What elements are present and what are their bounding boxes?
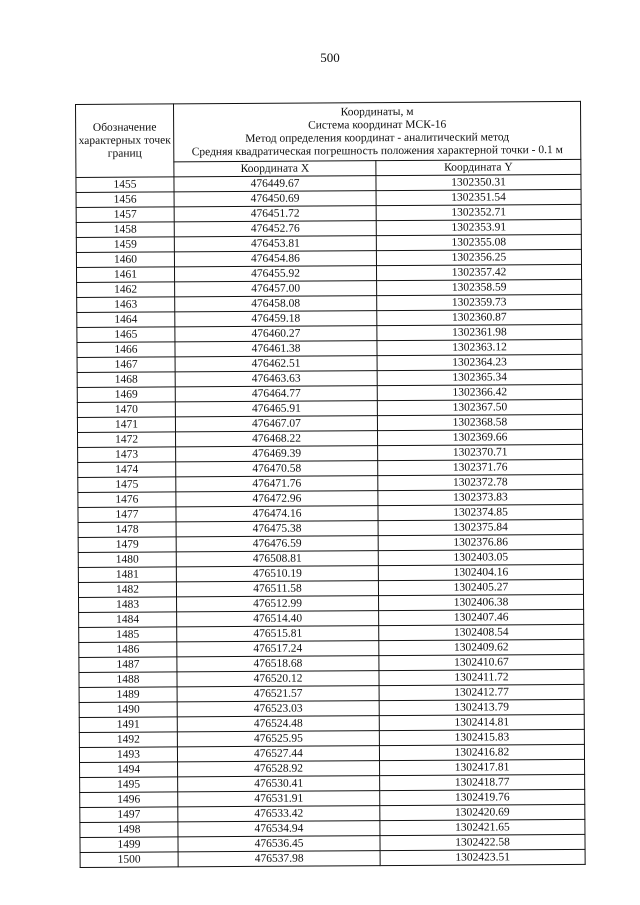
coordinate-x-cell: 476449.67 xyxy=(174,176,376,192)
coordinate-y-cell: 1302412.77 xyxy=(379,684,584,700)
coordinate-y-cell: 1302420.69 xyxy=(380,804,585,820)
coordinate-x-cell: 476530.41 xyxy=(178,776,380,792)
point-id-cell: 1460 xyxy=(76,252,174,268)
coordinate-y-cell: 1302415.83 xyxy=(379,729,584,745)
table-row xyxy=(80,849,585,867)
point-id-cell: 1463 xyxy=(77,297,175,313)
point-id-cell: 1481 xyxy=(78,567,176,583)
coordinate-y-cell: 1302373.83 xyxy=(378,489,583,505)
coordinate-y-cell: 1302406.38 xyxy=(379,594,584,610)
point-id-cell: 1498 xyxy=(80,822,178,838)
coordinate-x-cell: 476462.51 xyxy=(175,356,377,372)
coordinate-x-cell: 476514.40 xyxy=(177,611,379,627)
coordinate-y-cell: 1302359.73 xyxy=(377,294,582,310)
point-id-cell: 1470 xyxy=(77,402,175,418)
point-id-cell: 1461 xyxy=(76,267,174,283)
point-id-cell: 1489 xyxy=(79,687,177,703)
point-id-cell: 1466 xyxy=(77,342,175,358)
coordinate-x-cell: 476467.07 xyxy=(175,416,377,432)
coordinate-x-cell: 476525.95 xyxy=(177,731,379,747)
point-id-cell: 1485 xyxy=(79,627,177,643)
coordinate-x-cell: 476518.68 xyxy=(177,656,379,672)
coordinate-x-cell: 476533.42 xyxy=(178,806,380,822)
coordinate-y-cell: 1302419.76 xyxy=(380,789,585,805)
coordinate-y-cell: 1302364.23 xyxy=(377,354,582,370)
coordinate-x-cell: 476524.48 xyxy=(177,716,379,732)
coordinate-y-cell: 1302376.86 xyxy=(378,534,583,550)
table-header-row xyxy=(76,101,581,162)
coordinate-y-cell: 1302417.81 xyxy=(380,759,585,775)
point-id-cell: 1471 xyxy=(77,417,175,433)
coordinate-y-cell: 1302423.51 xyxy=(380,849,585,865)
point-id-cell: 1500 xyxy=(80,852,178,868)
coordinate-x-cell: 476470.58 xyxy=(176,461,378,477)
point-id-cell: 1486 xyxy=(79,642,177,658)
coordinate-y-cell: 1302404.16 xyxy=(378,564,583,580)
point-id-cell: 1469 xyxy=(77,387,175,403)
coordinate-x-cell: 476531.91 xyxy=(178,791,380,807)
coordinate-x-cell: 476469.39 xyxy=(176,446,378,462)
coordinate-x-cell: 476452.76 xyxy=(174,221,376,237)
coordinate-y-cell: 1302372.78 xyxy=(378,474,583,490)
coordinate-y-cell: 1302357.42 xyxy=(376,264,581,280)
coordinate-x-cell: 476528.92 xyxy=(178,761,380,777)
point-id-cell: 1492 xyxy=(79,732,177,748)
coordinate-x-cell: 476517.24 xyxy=(177,641,379,657)
header-line-method: Метод определения координат - аналитический метод xyxy=(245,130,510,145)
coordinate-x-cell: 476476.59 xyxy=(176,536,378,552)
coordinate-y-cell: 1302355.08 xyxy=(376,234,581,250)
point-id-cell: 1462 xyxy=(77,282,175,298)
header-line-system: Система координат МСК-16 xyxy=(308,118,447,132)
coordinate-x-cell: 476463.63 xyxy=(175,371,377,387)
point-id-cell: 1496 xyxy=(80,792,178,808)
coordinate-x-cell: 476459.18 xyxy=(175,311,377,327)
coordinate-x-cell: 476461.38 xyxy=(175,341,377,357)
coordinate-y-cell: 1302410.67 xyxy=(379,654,584,670)
point-id-cell: 1491 xyxy=(79,717,177,733)
coordinate-x-cell: 476455.92 xyxy=(174,266,376,282)
coordinate-x-cell: 476520.12 xyxy=(177,671,379,687)
point-id-cell: 1476 xyxy=(78,492,176,508)
coordinates-table-body xyxy=(76,101,586,867)
coordinate-x-cell: 476515.81 xyxy=(177,626,379,642)
coordinate-y-cell: 1302407.46 xyxy=(379,609,584,625)
point-id-cell: 1472 xyxy=(78,432,176,448)
point-id-cell: 1483 xyxy=(79,597,177,613)
coordinate-y-cell: 1302408.54 xyxy=(379,624,584,640)
header-line-coordinates: Координаты, м xyxy=(340,105,414,118)
coordinate-y-cell: 1302411.72 xyxy=(379,669,584,685)
coordinate-x-cell: 476474.16 xyxy=(176,506,378,522)
coordinate-y-cell: 1302366.42 xyxy=(377,384,582,400)
coordinate-x-cell: 476527.44 xyxy=(177,746,379,762)
coordinate-x-cell: 476465.91 xyxy=(175,401,377,417)
point-id-cell: 1479 xyxy=(78,537,176,553)
coordinate-x-cell: 476508.81 xyxy=(176,551,378,567)
point-id-cell: 1487 xyxy=(79,657,177,673)
coordinate-x-cell: 476468.22 xyxy=(176,431,378,447)
coordinate-y-cell: 1302405.27 xyxy=(378,579,583,595)
point-id-cell: 1495 xyxy=(80,777,178,793)
point-id-cell: 1480 xyxy=(78,552,176,568)
point-id-cell: 1473 xyxy=(78,447,176,463)
point-id-cell: 1490 xyxy=(79,702,177,718)
point-id-cell: 1499 xyxy=(80,837,178,853)
coordinate-y-cell: 1302422.58 xyxy=(380,834,585,850)
page-number: 500 xyxy=(320,50,340,65)
coordinate-x-cell: 476511.58 xyxy=(176,581,378,597)
coordinate-y-cell: 1302371.76 xyxy=(378,459,583,475)
coordinate-y-cell: 1302353.91 xyxy=(376,219,581,235)
coordinate-y-cell: 1302351.54 xyxy=(376,189,581,205)
point-id-cell: 1494 xyxy=(80,762,178,778)
point-id-cell: 1465 xyxy=(77,327,175,343)
coordinate-y-cell: 1302369.66 xyxy=(378,429,583,445)
coordinate-y-cell: 1302403.05 xyxy=(378,549,583,565)
coordinate-y-cell: 1302367.50 xyxy=(377,399,582,415)
coordinate-x-cell: 476512.99 xyxy=(177,596,379,612)
coordinate-x-cell: 476523.03 xyxy=(177,701,379,717)
point-id-cell: 1488 xyxy=(79,672,177,688)
coordinate-y-cell: 1302416.82 xyxy=(379,744,584,760)
column-header-x: Координата X xyxy=(174,161,376,177)
coordinate-x-cell: 476457.00 xyxy=(175,281,377,297)
point-id-cell: 1474 xyxy=(78,462,176,478)
coordinate-x-cell: 476458.08 xyxy=(175,296,377,312)
point-id-cell: 1493 xyxy=(79,747,177,763)
coordinate-x-cell: 476460.27 xyxy=(175,326,377,342)
coordinate-x-cell: 476451.72 xyxy=(174,206,376,222)
coordinate-x-cell: 476454.86 xyxy=(174,251,376,267)
point-id-cell: 1459 xyxy=(76,237,174,253)
coordinate-y-cell: 1302409.62 xyxy=(379,639,584,655)
coordinate-y-cell: 1302414.81 xyxy=(379,714,584,730)
coordinate-y-cell: 1302361.98 xyxy=(377,324,582,340)
coordinate-y-cell: 1302370.71 xyxy=(378,444,583,460)
point-id-cell: 1497 xyxy=(80,807,178,823)
point-id-cell: 1477 xyxy=(78,507,176,523)
coordinate-y-cell: 1302350.31 xyxy=(376,174,581,190)
point-id-cell: 1484 xyxy=(79,612,177,628)
coordinate-y-cell: 1302352.71 xyxy=(376,204,581,220)
point-id-cell: 1468 xyxy=(77,372,175,388)
coordinate-y-cell: 1302358.59 xyxy=(377,279,582,295)
coordinate-y-cell: 1302421.65 xyxy=(380,819,585,835)
coordinate-y-cell: 1302360.87 xyxy=(377,309,582,325)
point-id-cell: 1482 xyxy=(78,582,176,598)
coordinate-x-cell: 476464.77 xyxy=(175,386,377,402)
header-line-error: Средняя квадратическая погрешность положения характерной точки - 0.1 м xyxy=(191,143,563,158)
coordinate-x-cell: 476453.81 xyxy=(174,236,376,252)
point-id-cell: 1464 xyxy=(77,312,175,328)
coordinate-y-cell: 1302368.58 xyxy=(377,414,582,430)
header-coordinates-info xyxy=(174,101,581,161)
coordinate-y-cell: 1302374.85 xyxy=(378,504,583,520)
coordinate-y-cell: 1302363.12 xyxy=(377,339,582,355)
column-header-y: Координата Y xyxy=(376,159,581,175)
coordinate-y-cell: 1302375.84 xyxy=(378,519,583,535)
coordinate-y-cell: 1302365.34 xyxy=(377,369,582,385)
point-id-cell: 1467 xyxy=(77,357,175,373)
point-id-cell: 1458 xyxy=(76,222,174,238)
point-id-cell: 1456 xyxy=(76,192,174,208)
coordinate-y-cell: 1302418.77 xyxy=(380,774,585,790)
coordinate-x-cell: 476510.19 xyxy=(176,566,378,582)
point-id-cell: 1478 xyxy=(78,522,176,538)
coordinate-y-cell: 1302356.25 xyxy=(376,249,581,265)
coordinate-x-cell: 476475.38 xyxy=(176,521,378,537)
coordinate-x-cell: 476472.96 xyxy=(176,491,378,507)
point-id-cell: 1475 xyxy=(78,477,176,493)
coordinate-x-cell: 476521.57 xyxy=(177,686,379,702)
coordinate-x-cell: 476534.94 xyxy=(178,821,380,837)
coordinates-table xyxy=(75,101,586,868)
coordinate-x-cell: 476536.45 xyxy=(178,836,380,852)
point-id-cell: 1455 xyxy=(76,177,174,193)
coordinate-y-cell: 1302413.79 xyxy=(379,699,584,715)
coordinate-x-cell: 476537.98 xyxy=(178,851,380,867)
coordinate-x-cell: 476471.76 xyxy=(176,476,378,492)
header-point-designation: Обозначение характерных точек границ xyxy=(76,104,174,178)
coordinate-x-cell: 476450.69 xyxy=(174,191,376,207)
point-id-cell: 1457 xyxy=(76,207,174,223)
